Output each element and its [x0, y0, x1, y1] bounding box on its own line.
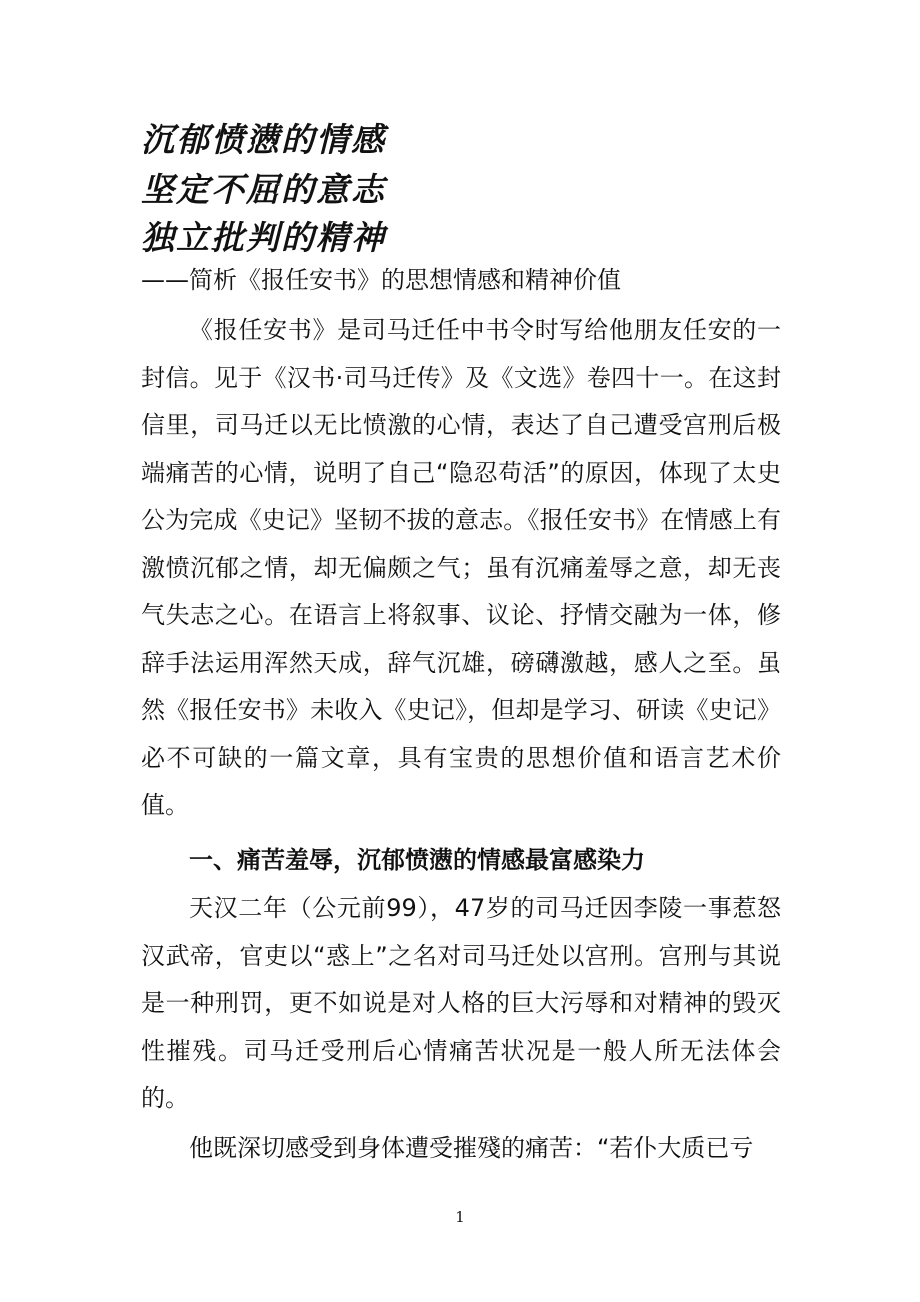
title-line-1: 沉郁愤懑的情感 — [141, 120, 386, 159]
subtitle: ——简析《报任安书》的思想情感和精神价值 — [141, 266, 621, 294]
section-heading: 一、痛苦羞辱，沉郁愤懑的情感最富感染力 — [189, 846, 645, 874]
title-line-2: 坚定不屈的意志 — [141, 170, 386, 209]
body-paragraph-1: 天汉二年（公元前99），47岁的司马迁因李陵一事惹怒汉武帝，官吏以“惑上”之名对司马迁处以宫刑。宫刑与其说是一种刑罚，更不如说是对人格的巨大污辱和对精神的毁灭性摧残。司马迁受刑后心情痛苦状况是一般人所无法体会的。 — [141, 894, 781, 1112]
title-line-3: 独立批判的精神 — [141, 218, 386, 257]
intro-paragraph: 《报任安书》是司马迁任中书令时写给他朋友任安的一封信。见于《汉书·司马迁传》及《文选》卷四十一。在这封信里，司马迁以无比愤激的心情，表达了自己遭受宫刑后极端痛苦的心情，说明了自己“隐忍苟活”的原因，体现了太史公为完成《史记》坚韧不拔的意志。《报任安书》在情感上有激愤沉郁之情，却无偏颇之气；虽有沉痛羞辱之意，却无丧气失志之心。在语言上将叙事、议论、抒情交融为一体，修辞手法运用浑然天成，辞气沉雄，磅礴激越，感人之至。虽然《报任安书》未收入《史记》，但却是学习、研读《史记》必不可缺的一篇文章，具有宝贵的思想价值和语言艺术价值。 — [141, 316, 781, 819]
page-number: 1 — [455, 1208, 465, 1226]
body-paragraph-2: 他既深切感受到身体遭受摧殘的痛苦：“若仆大质已亏 — [189, 1134, 754, 1162]
